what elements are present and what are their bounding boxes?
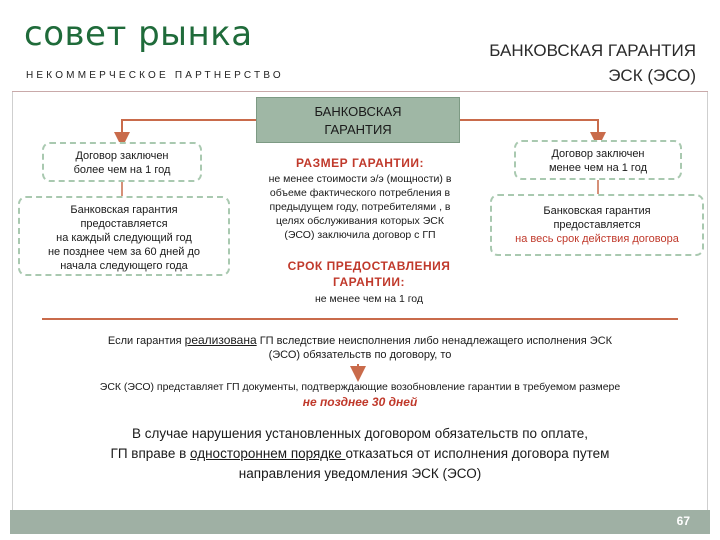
footer-note-line2-a: ГП вправе в <box>110 446 191 461</box>
footer-note <box>20 424 700 484</box>
bottom-bar <box>10 510 710 534</box>
lower-line4: не позднее 30 дней <box>302 395 418 409</box>
size-text-line3: предыдущем году, потребителями , в <box>269 201 451 213</box>
left-top-box <box>42 142 202 182</box>
lower-line2: (ЭСО) обязательств по договору, то <box>268 349 452 361</box>
left-bottom-line3: на каждый следующий год <box>56 232 192 244</box>
logo-subtitle: НЕКОММЕРЧЕСКОЕ ПАРТНЕРСТВО <box>26 70 284 81</box>
footer-note-line2-b: одностороннем порядке <box>190 446 346 461</box>
footer-note-line3: направления уведомления ЭСК (ЭСО) <box>238 466 482 481</box>
page-title-line1: БАНКОВСКАЯ ГАРАНТИЯ <box>489 41 696 60</box>
term-title-line1: СРОК ПРЕДОСТАВЛЕНИЯ <box>287 259 451 273</box>
left-bottom-line2: предоставляется <box>80 218 168 230</box>
lower-line1-b: реализована <box>184 333 257 347</box>
page-title-line2: ЭСК (ЭСО) <box>608 66 696 85</box>
right-top-box <box>514 140 682 180</box>
size-text-line4: целях обслуживания которых ЭСК <box>276 215 444 227</box>
term-title-line2: ГАРАНТИИ: <box>332 275 406 289</box>
left-bottom-line1: Банковская гарантия <box>70 204 178 216</box>
lower-line1 <box>40 333 680 348</box>
lower-line1-c: ГП вследствие неисполнения либо ненадлежащего исполнения ЭСК <box>256 335 613 347</box>
right-bottom-line3: на весь срок действия договора <box>515 233 679 245</box>
lower-line3: ЭСК (ЭСО) представляет ГП документы, подтверждающие возобновление гарантии в требуемом размере <box>99 381 621 393</box>
left-top-line2: более чем на 1 год <box>73 164 171 176</box>
page-number: 67 <box>676 514 690 528</box>
right-top-line1: Договор заключен <box>551 148 645 160</box>
arrow-right <box>460 120 598 140</box>
right-bottom-box <box>490 194 704 256</box>
left-bottom-line4: не позднее чем за 60 дней до <box>47 246 201 258</box>
left-top-line1: Договор заключен <box>75 150 169 162</box>
footer-note-line1: В случае нарушения установленных договором обязательств по оплате, <box>132 426 588 441</box>
right-bottom-line1: Банковская гарантия <box>543 205 651 217</box>
logo-text: совет рынка <box>24 14 253 54</box>
size-text <box>236 172 484 242</box>
section-divider <box>42 318 678 320</box>
size-text-line1: не менее стоимости э/э (мощности) в <box>268 173 452 185</box>
size-title: РАЗМЕР ГАРАНТИИ: <box>295 156 425 170</box>
size-text-line5: (ЭСО) заключила договор с ГП <box>284 229 436 241</box>
right-bottom-line2: предоставляется <box>553 219 641 231</box>
left-bottom-line5: начала следующего года <box>60 260 188 272</box>
footer-note-line2 <box>20 444 700 464</box>
footer-note-line2-c: отказаться от исполнения договора путем <box>345 446 610 461</box>
lower-line1-a: Если гарантия <box>107 335 185 347</box>
arrow-left <box>122 120 256 140</box>
center-box <box>256 97 460 143</box>
size-text-line2: объеме фактического потребления в <box>269 187 451 199</box>
term-title <box>240 258 498 290</box>
right-top-line2: менее чем на 1 год <box>548 162 647 174</box>
term-text: не менее чем на 1 год <box>314 293 424 305</box>
center-box-line2: ГАРАНТИЯ <box>324 122 392 137</box>
left-bottom-box <box>18 196 230 276</box>
center-box-line1: БАНКОВСКАЯ <box>314 104 402 119</box>
